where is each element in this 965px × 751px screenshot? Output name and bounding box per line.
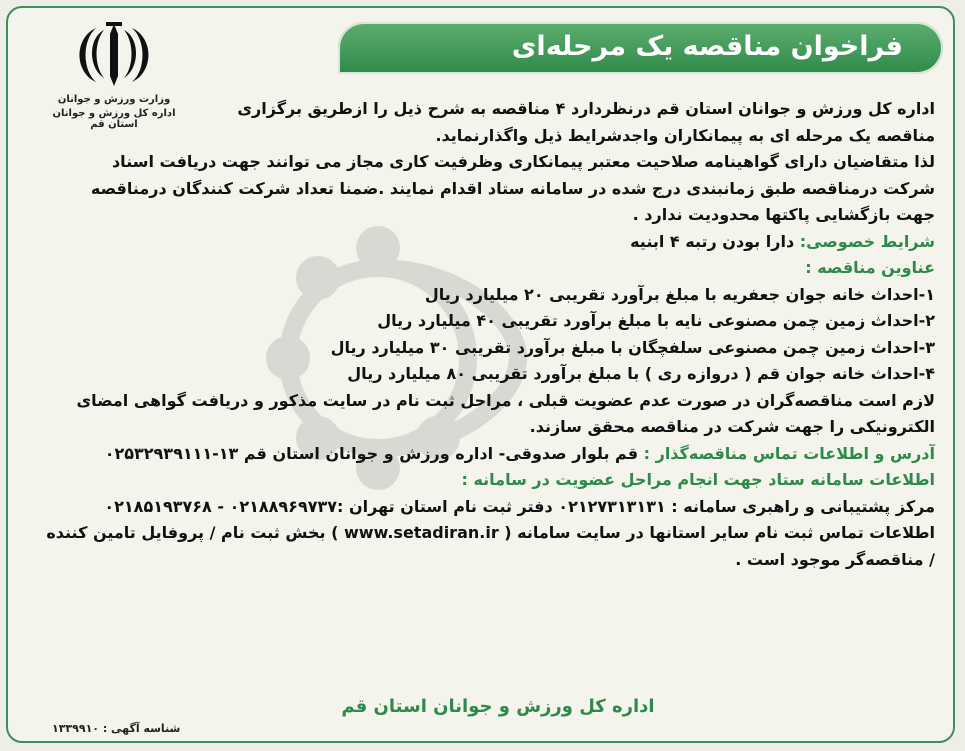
address-label: آدرس و اطلاعات تماس مناقصه‌گذار : (643, 443, 935, 463)
setad-heading: اطلاعات سامانه ستاد جهت انجام مراحل عضویت در سامانه : (461, 470, 935, 489)
tender-item: ۲-احداث زمین چمن مصنوعی نایه با مبلغ برآورد تقریبی ۴۰ میلیارد ریال (377, 311, 935, 330)
body-line: شرکت درمناقصه طبق زمانبندی درج شده در سامانه ستاد اقدام نمایند .ضمنا تعداد شرکت کنندگان درمناقصه (90, 178, 935, 198)
notice-line: لازم است مناقصه‌گران در صورت عدم عضویت قبلی ، مراحل ثبت نام در سایت مذکور و دریافت گواهی امضای (76, 390, 935, 410)
tender-item: ۱-احداث خانه جوان جعفریه با مبلغ برآورد تقریبی ۲۰ میلیارد ریال (424, 284, 935, 304)
special-conditions (20, 229, 935, 256)
support-line: مرکز پشتیبانی و راهبری سامانه : ۰۲۱۲۷۳۱۳۱۳۱ دفتر ثبت نام استان تهران :۰۲۱۸۸۹۶۹۷۳۷ - ۰۲۱۸۵۱۹۳۷۶۸ (104, 496, 935, 516)
title-banner (338, 22, 943, 74)
tender-item: ۴-احداث خانه جوان قم ( دروازه ری ) با مبلغ برآورد تقریبی ۸۰ میلیارد ریال (347, 364, 935, 383)
body-line: اداره کل ورزش و جوانان استان قم درنظردارد ۴ مناقصه به شرح ذیل را ازطریق برگزاری (237, 99, 935, 118)
special-conditions-value: دارا بودن رتبه ۴ ابنیه (630, 231, 795, 251)
notice-content (20, 96, 935, 573)
body-line: مناقصه یک مرحله ای به پیمانکاران واجدشرایط ذیل واگذارنماید. (435, 125, 935, 145)
address-line (20, 441, 935, 468)
footer-organization: اداره کل ورزش و جوانان استان قم (341, 696, 655, 717)
body-line: لذا متقاضیان دارای گواهینامه صلاحیت معتبر پیمانکاری وظرفیت کاری مجاز می توانند جهت دریافت اسناد (111, 152, 935, 171)
contact-line: اطلاعات تماس ثبت نام سایر استانها در سایت سامانه ( www.setadiran.ir ) بخش ثبت نام / پروفایل تامین کننده (46, 523, 935, 542)
ad-id: شناسه آگهی : ۱۳۳۹۹۱۰ (52, 722, 181, 735)
notice-title: فراخوان مناقصه یک مرحله‌ای (511, 31, 903, 62)
iran-emblem-icon (66, 20, 162, 90)
department-name: اداره کل ورزش و جوانان استان قم (52, 108, 176, 130)
contact-line: / مناقصه‌گر موجود است . (735, 549, 935, 569)
tender-titles-heading: عناوین مناقصه : (805, 258, 935, 277)
ministry-name: وزارت ورزش و جوانان (57, 94, 171, 105)
notice-frame (6, 6, 955, 743)
address-value: قم بلوار صدوقی- اداره ورزش و جوانان استان قم ۱۳-۰۲۵۳۲۹۳۹۱۱۱ (104, 443, 639, 463)
special-conditions-label: شرایط خصوصی: (799, 231, 935, 251)
tender-item: ۳-احداث زمین چمن مصنوعی سلفچگان با مبلغ برآورد تقریبی ۳۰ میلیارد ریال (330, 337, 935, 357)
notice-line: الکترونیکی را جهت شرکت در مناقصه محقق سازند. (529, 417, 935, 436)
body-line: جهت بازگشایی پاکتها محدودیت ندارد . (632, 205, 935, 224)
